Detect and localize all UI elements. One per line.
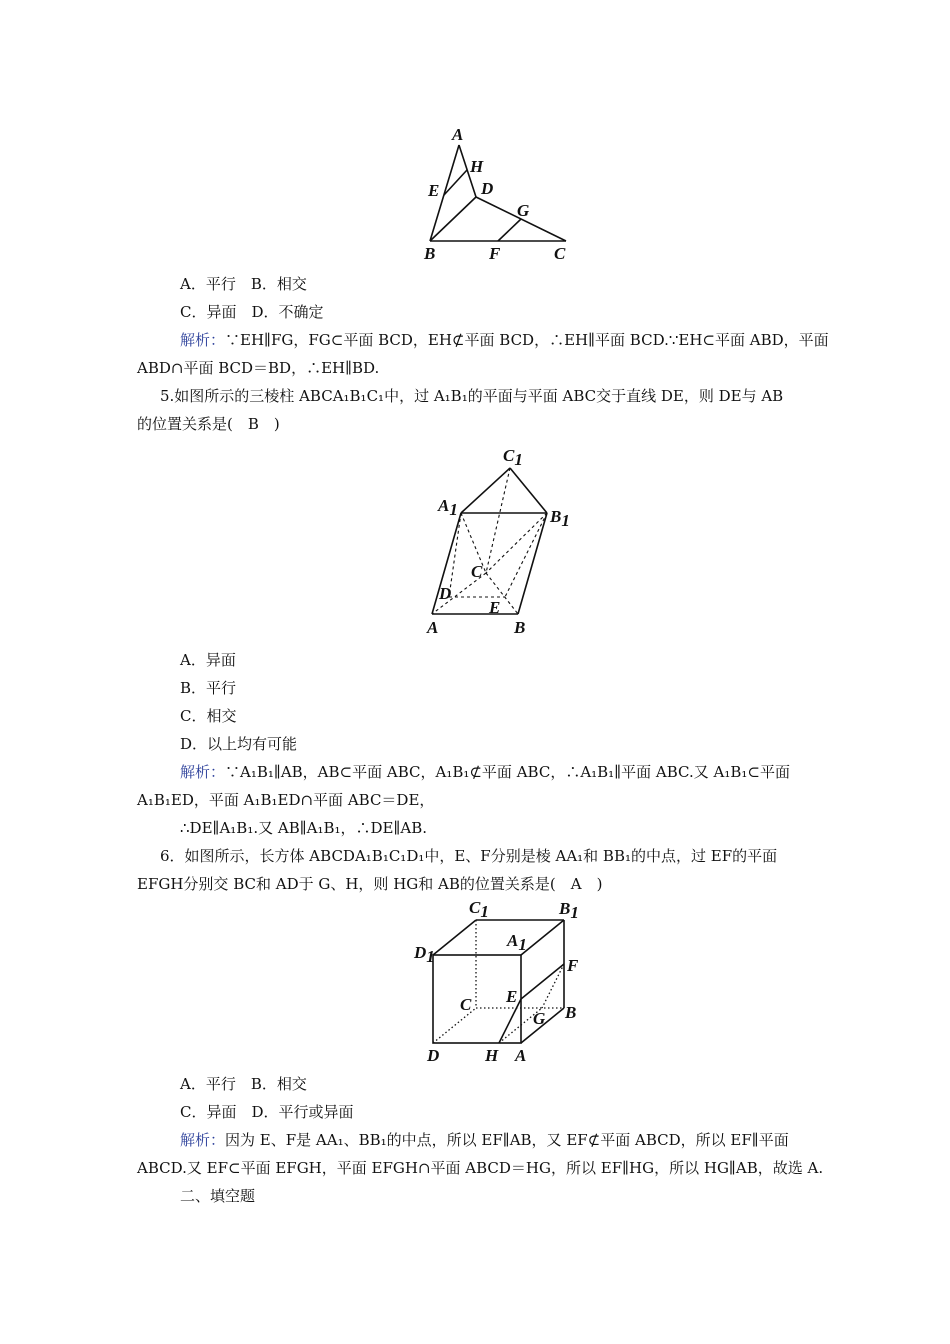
fig3-label-c1: C1 — [469, 898, 489, 921]
q5-solution-text1: ∵A₁B₁∥AB，AB⊂平面 ABC，A₁B₁⊄平面 ABC，∴A₁B₁∥平面 ABC.又 A₁B₁⊂平面 — [225, 763, 790, 781]
q6-options-ab: A．平行 B．相交 — [180, 1075, 307, 1093]
q5-option-c: C．相交 — [180, 707, 237, 725]
q5-stem-line2: 的位置关系是( B ) — [137, 415, 280, 433]
q6-solution-label: 解析： — [180, 1131, 226, 1149]
section-heading-fill-in: 二、填空题 — [180, 1187, 256, 1205]
q6-solution-text1: 因为 E、F是 AA₁、BB₁的中点，所以 EF∥AB，又 EF⊄平面 ABCD，所以 EF∥平面 — [225, 1131, 789, 1149]
fig3-label-c: C — [460, 995, 472, 1014]
q6-stem-line2: EFGH分别交 BC和 AD于 G、H，则 HG和 AB的位置关系是( A ) — [137, 875, 603, 893]
q4-solution-text1: ∵EH∥FG，FG⊂平面 BCD，EH⊄平面 BCD，∴EH∥平面 BCD.∵EH⊂平面 ABD，平面 — [225, 331, 829, 349]
fig1-label-f: F — [489, 244, 501, 263]
fig1-label-d: D — [481, 179, 494, 198]
fig3-label-h: H — [485, 1046, 499, 1065]
fig3-label-a1: A1 — [507, 931, 527, 954]
fig3-label-e: E — [506, 987, 518, 1006]
fig3-label-f: F — [567, 956, 579, 975]
q5-solution-line2: A₁B₁ED，平面 A₁B₁ED∩平面 ABC＝DE， — [137, 791, 435, 809]
fig2-label-c1: C1 — [503, 446, 523, 469]
q4-solution-label: 解析： — [180, 331, 226, 349]
q4-options-ab: A．平行 B．相交 — [180, 275, 307, 293]
q5-option-a: A．异面 — [180, 651, 236, 669]
q6-options-cd: C．异面 D．平行或异面 — [180, 1103, 354, 1121]
fig1-label-e: E — [428, 181, 440, 200]
fig2-label-c: C — [471, 562, 483, 581]
fig2-label-e: E — [489, 598, 501, 617]
q5-option-b: B．平行 — [180, 679, 237, 697]
fig1-label-b: B — [424, 244, 436, 263]
fig1-label-c: C — [554, 244, 566, 263]
fig3-label-b: B — [565, 1003, 577, 1022]
fig3-label-d1: D1 — [414, 943, 435, 966]
q5-stem-line1: 5.如图所示的三棱柱 ABCA₁B₁C₁中，过 A₁B₁的平面与平面 ABC交于直线 DE，则 DE与 AB — [160, 387, 784, 405]
q5-solution-label: 解析： — [180, 763, 226, 781]
fig3-label-a: A — [515, 1046, 527, 1065]
fig3-label-d: D — [427, 1046, 440, 1065]
fig2-label-a1: A1 — [438, 496, 458, 519]
q5-option-d: D．以上均有可能 — [180, 735, 298, 753]
q4-solution-line2: ABD∩平面 BCD＝BD，∴EH∥BD. — [137, 359, 380, 377]
q5-solution-line3: ∴DE∥A₁B₁.又 AB∥A₁B₁，∴DE∥AB. — [180, 819, 428, 837]
fig2-label-a: A — [427, 618, 439, 637]
q6-solution-line1 — [180, 1130, 789, 1150]
fig2-label-b: B — [514, 618, 526, 637]
q4-options-cd: C．异面 D．不确定 — [180, 303, 324, 321]
fig1-label-h: H — [470, 157, 484, 176]
fig1-label-g: G — [517, 201, 530, 220]
q6-solution-line2: ABCD.又 EF⊂平面 EFGH，平面 EFGH∩平面 ABCD＝HG，所以 EF∥HG，所以 HG∥AB，故选 A. — [137, 1159, 824, 1177]
fig3-label-b1: B1 — [559, 899, 579, 922]
fig2-label-b1: B1 — [550, 507, 570, 530]
fig3-label-g: G — [533, 1009, 546, 1028]
fig2-label-d: D — [439, 584, 452, 603]
fig1-label-a: A — [452, 125, 464, 144]
q6-stem-line1: 6．如图所示，长方体 ABCDA₁B₁C₁D₁中，E、F分别是棱 AA₁和 BB₁的中点，过 EF的平面 — [160, 847, 778, 865]
